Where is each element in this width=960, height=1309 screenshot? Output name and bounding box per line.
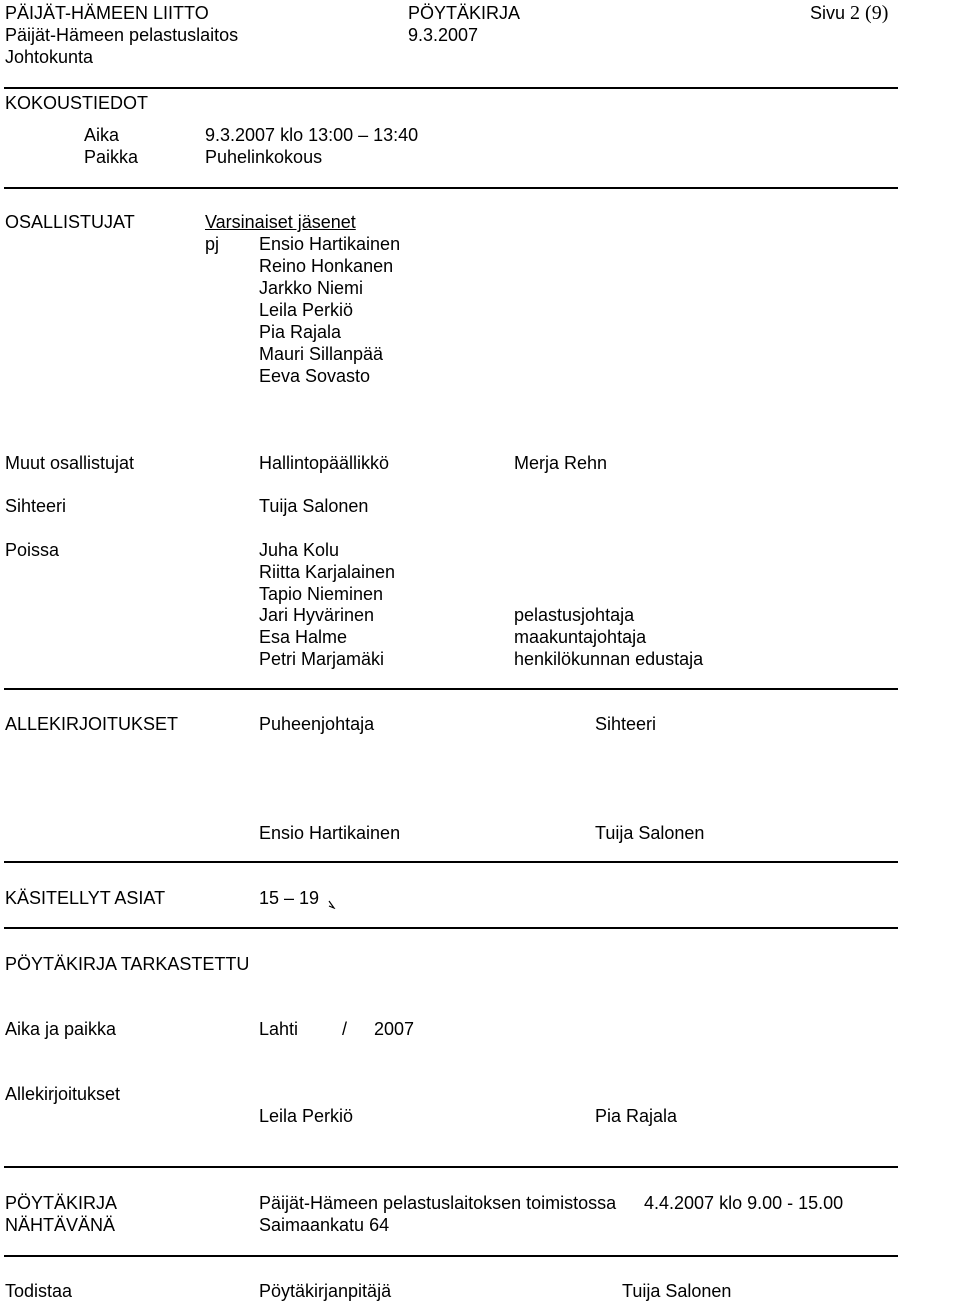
display-label-line2: NÄHTÄVÄNÄ — [5, 1215, 116, 1235]
chair-name: Ensio Hartikainen — [259, 823, 401, 843]
participants-section-title: OSALLISTUJAT — [5, 212, 135, 232]
absent-role: henkilökunnan edustaja — [514, 649, 704, 669]
members-heading: Varsinaiset jäsenet — [205, 212, 356, 232]
member-name: Eeva Sovasto — [259, 366, 371, 386]
absent-role: pelastusjohtaja — [514, 605, 635, 625]
display-time: 4.4.2007 klo 9.00 - 15.00 — [644, 1193, 844, 1213]
others-name: Merja Rehn — [514, 453, 608, 473]
organ-name: Johtokunta — [5, 47, 94, 67]
chair-label: Puheenjohtaja — [259, 714, 375, 734]
absent-name: Riitta Karjalainen — [259, 562, 396, 582]
meeting-place-label: Paikka — [84, 147, 139, 167]
absent-name: Jari Hyvärinen — [259, 605, 375, 625]
review-year: 2007 — [374, 1019, 415, 1039]
page-number — [810, 2, 888, 24]
paragraph-mark-icon — [326, 887, 340, 909]
page-label: Sivu — [810, 3, 846, 23]
handled-items-value: 15 – 19 — [259, 888, 320, 908]
divider — [4, 87, 898, 89]
signature-secretary-label: Sihteeri — [595, 714, 657, 734]
meeting-place-value: Puhelinkokous — [205, 147, 323, 167]
absent-role: maakuntajohtaja — [514, 627, 647, 647]
review-signer: Pia Rajala — [595, 1106, 678, 1126]
display-address: Saimaankatu 64 — [259, 1215, 390, 1235]
review-section-title: PÖYTÄKIRJA TARKASTETTU — [5, 954, 250, 974]
document-type: PÖYTÄKIRJA — [408, 3, 521, 23]
divider — [4, 688, 898, 690]
certify-name: Tuija Salonen — [622, 1281, 732, 1301]
member-name: Leila Perkiö — [259, 300, 354, 320]
review-signatures-label: Allekirjoitukset — [5, 1084, 121, 1104]
handled-items-label: KÄSITELLYT ASIAT — [5, 888, 166, 908]
absent-name: Petri Marjamäki — [259, 649, 385, 669]
secretary-label: Sihteeri — [5, 496, 67, 516]
absent-name: Juha Kolu — [259, 540, 340, 560]
certify-label: Todistaa — [5, 1281, 73, 1301]
signature-secretary-name: Tuija Salonen — [595, 823, 705, 843]
meeting-time-label: Aika — [84, 125, 120, 145]
secretary-name: Tuija Salonen — [259, 496, 369, 516]
member-name: Reino Honkanen — [259, 256, 394, 276]
certify-role: Pöytäkirjanpitäjä — [259, 1281, 392, 1301]
page-current: 2 — [850, 2, 861, 24]
member-name: Jarkko Niemi — [259, 278, 364, 298]
others-role: Hallintopäällikkö — [259, 453, 390, 473]
divider — [4, 1166, 898, 1168]
divider — [4, 927, 898, 929]
meeting-time-value: 9.3.2007 klo 13:00 – 13:40 — [205, 125, 419, 145]
display-location: Päijät-Hämeen pelastuslaitoksen toimistossa — [259, 1193, 617, 1213]
paragraph-mark — [326, 887, 340, 914]
review-signer: Leila Perkiö — [259, 1106, 354, 1126]
document-date: 9.3.2007 — [408, 25, 479, 45]
chair-prefix: pj — [205, 234, 220, 254]
absent-label: Poissa — [5, 540, 60, 560]
member-name: Pia Rajala — [259, 322, 342, 342]
others-label: Muut osallistujat — [5, 453, 135, 473]
sub-org-name: Päijät-Hämeen pelastuslaitos — [5, 25, 239, 45]
absent-name: Tapio Nieminen — [259, 584, 384, 604]
display-label-line1: PÖYTÄKIRJA — [5, 1193, 118, 1213]
review-date-separator: / — [342, 1019, 348, 1039]
signatures-section-title: ALLEKIRJOITUKSET — [5, 714, 179, 734]
divider — [4, 861, 898, 863]
review-time-place-label: Aika ja paikka — [5, 1019, 117, 1039]
member-name: Ensio Hartikainen — [259, 234, 401, 254]
meeting-section-title: KOKOUSTIEDOT — [5, 93, 149, 113]
divider — [4, 1255, 898, 1257]
page-total: (9) — [865, 2, 889, 24]
review-place: Lahti — [259, 1019, 299, 1039]
absent-name: Esa Halme — [259, 627, 348, 647]
org-name: PÄIJÄT-HÄMEEN LIITTO — [5, 3, 209, 23]
divider — [4, 187, 898, 189]
member-name: Mauri Sillanpää — [259, 344, 384, 364]
